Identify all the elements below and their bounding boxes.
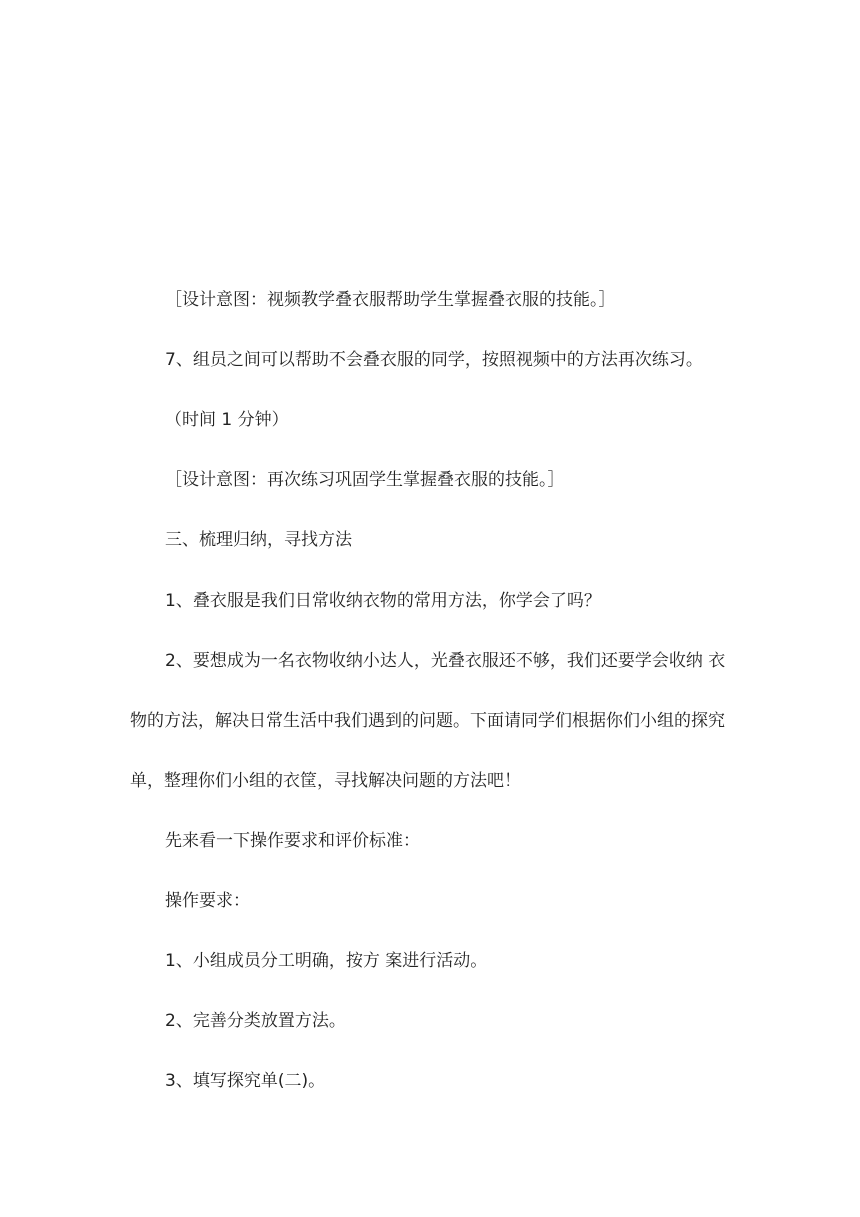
paragraph-2-line-2: 物的方法，解决日常生活中我们遇到的问题。下面请同学们根据你们小组的探究 (130, 711, 725, 731)
requirement-item-2: 2、完善分类放置方法。 (165, 1011, 346, 1031)
design-intent-note-2: ［设计意图：再次练习巩固学生掌握叠衣服的技能。］ (165, 470, 565, 490)
requirement-item-3: 3、填写探究单(二)。 (165, 1071, 326, 1091)
paragraph-1: 1、叠衣服是我们日常收纳衣物的常用方法，你学会了吗？ (165, 591, 601, 611)
paragraph-2-line-1: 2、要想成为一名衣物收纳小达人，光叠衣服还不够，我们还要学会收纳 衣 (165, 651, 726, 671)
time-note: （时间 1 分钟） (165, 410, 289, 430)
section-heading-3: 三、梳理归纳，寻找方法 (165, 530, 352, 550)
requirements-heading: 操作要求： (165, 891, 250, 911)
requirements-intro: 先来看一下操作要求和评价标准： (165, 831, 420, 851)
step-7-paragraph: 7、组员之间可以帮助不会叠衣服的同学，按照视频中的方法再次练习。 (165, 350, 703, 370)
requirement-item-1: 1、小组成员分工明确，按方 案进行活动。 (165, 951, 488, 971)
paragraph-2-line-3: 单，整理你们小组的衣筐，寻找解决问题的方法吧！ (130, 771, 521, 791)
design-intent-note-1: ［设计意图：视频教学叠衣服帮助学生掌握叠衣服的技能。］ (165, 290, 616, 310)
